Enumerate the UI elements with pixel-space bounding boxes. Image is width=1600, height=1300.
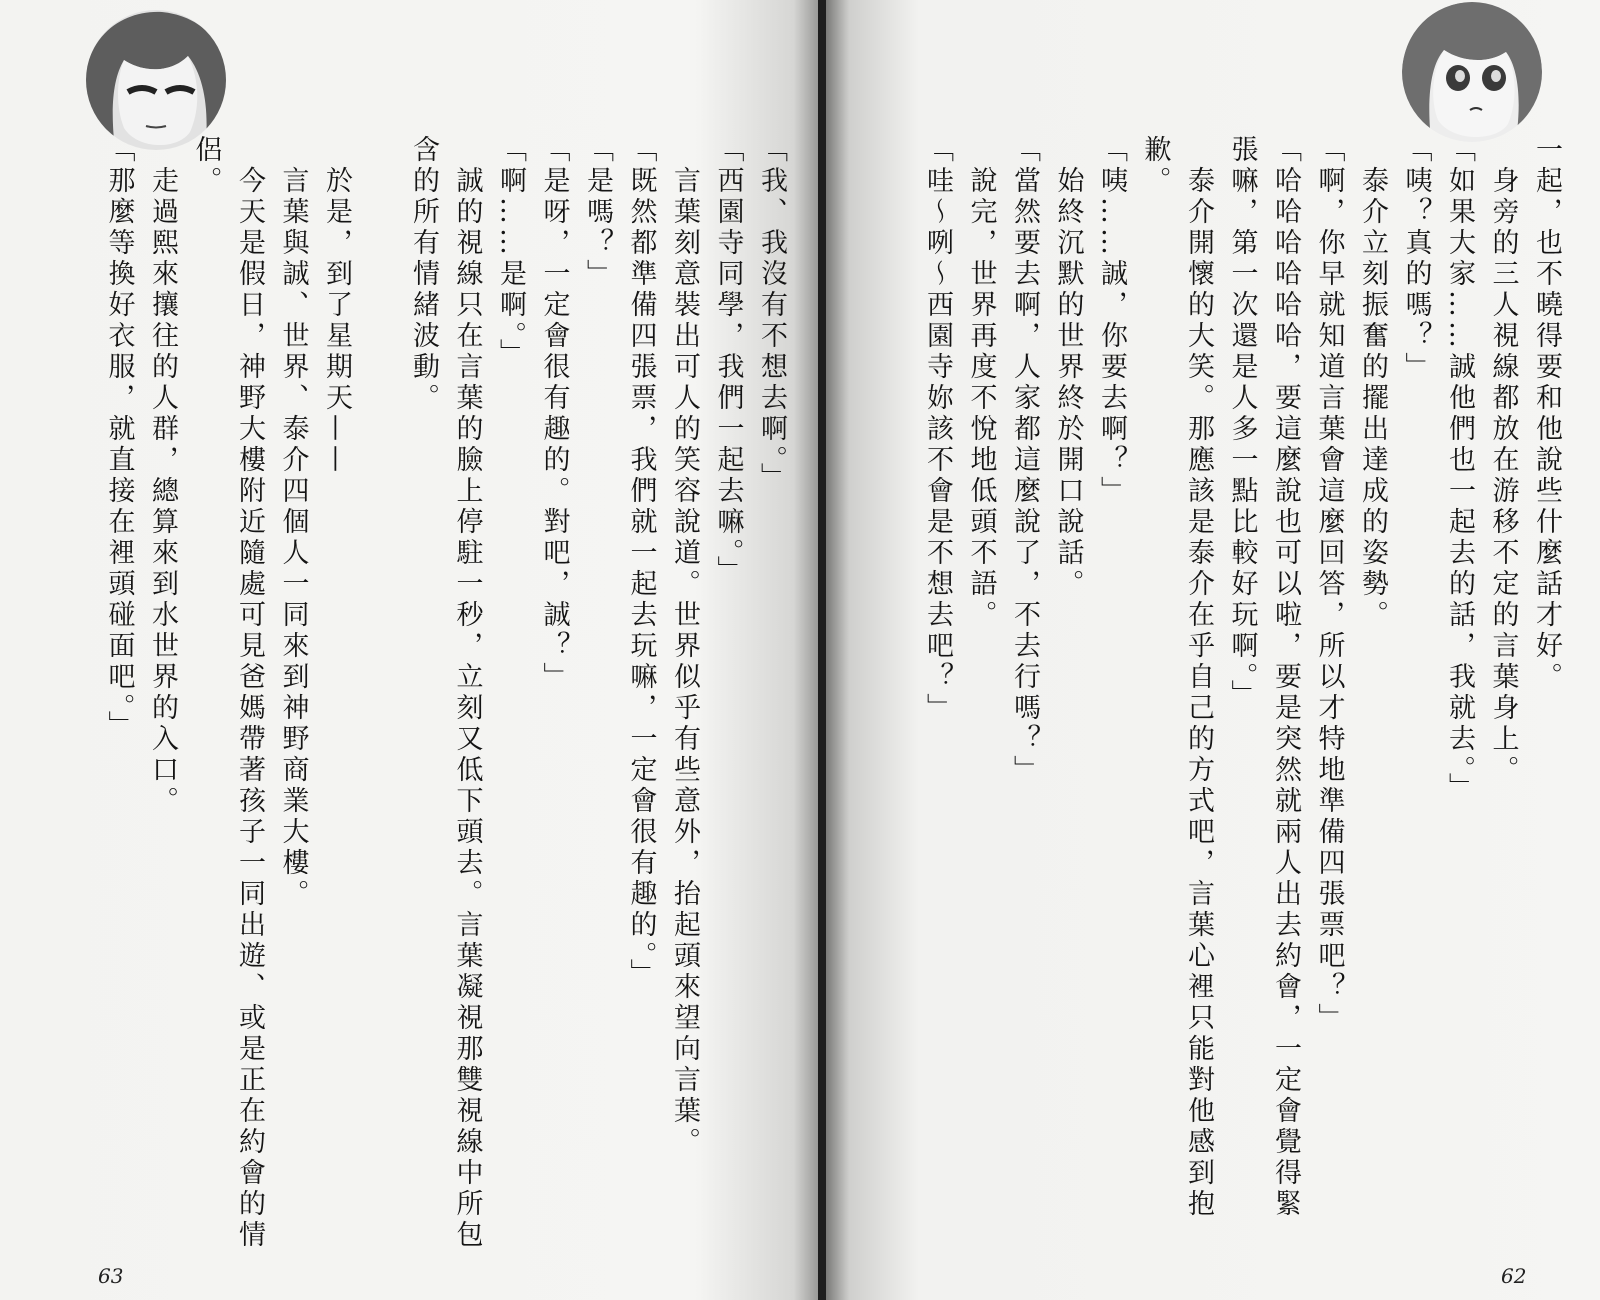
page-number-left: 63 [98,1264,124,1288]
text-line: 「如果大家……誠他們也一起去的話，我就去。」 [1444,135,1475,804]
text-line: 「哇～咧～西園寺妳該不會是不想去吧？」 [922,135,953,724]
left-page-text [97,135,793,1255]
text-line: 泰介開懷的大笑。那應該是泰介在乎自己的方式吧，言葉心裡只能對他感到抱 [1183,135,1214,1220]
text-line: 張嘛，第一次還是人多一點比較好玩啊。」 [1226,135,1258,711]
text-line: 「哈哈哈哈哈哈，要這麼說也可以啦，要是突然就兩人出去約會，一定會覺得緊 [1270,135,1301,1220]
text-line: 侶。 [190,135,222,197]
text-line: 「當然要去啊，人家都這麼說了，不去行嗎？」 [1009,135,1040,786]
text-line: 說完，世界再度不悅地低頭不語。 [965,135,997,631]
text-line: 於是，到了星期天—— [321,135,352,476]
text-line: 「咦……誠，你要去啊？」 [1096,135,1127,507]
text-line: 始終沉默的世界終於開口說話。 [1052,135,1084,600]
text-line: 言葉刻意裝出可人的笑容說道。世界似乎有些意外，抬起頭來望向言葉。 [669,135,700,1158]
text-line: 誠的視線只在言葉的臉上停駐一秒，立刻又低下頭去。言葉凝視那雙視線中所包 [451,135,483,1251]
text-line: 言葉與誠、世界、泰介四個人一同來到神野商業大樓。 [277,135,309,910]
text-line: 今天是假日，神野大樓附近隨處可見爸媽帶著孩子一同出遊、或是正在約會的情 [234,135,265,1251]
text-line: 身旁的三人視線都放在游移不定的言葉身上。 [1487,135,1519,786]
text-line: 「啊，你早就知道言葉會這麼回答，所以才特地準備四張票吧？」 [1313,135,1345,1034]
page-number-right: 62 [1501,1264,1527,1288]
text-line: 「咦？真的嗎？」 [1400,135,1432,383]
right-page-text [916,135,1569,1255]
text-line: 歉。 [1139,135,1171,197]
text-line: 泰介立刻振奮的擺出達成的姿勢。 [1357,135,1388,631]
text-line [358,135,402,1255]
character-portrait-right [1396,0,1548,150]
text-line: 「那麼等換好衣服，就直接在裡頭碰面吧。」 [103,135,135,742]
book-gutter [818,0,826,1300]
text-line: 「既然都準備四張票，我們就一起去玩嘛，一定會很有趣的。」 [625,135,657,990]
text-line: 含的所有情緒波動。 [408,135,439,414]
right-page [826,0,1600,1300]
text-line: 「啊……是啊。」 [495,135,526,370]
text-line: 走過熙來攘往的人群，總算來到水世界的入口。 [147,135,178,817]
text-line: 「我、我沒有不想去啊。」 [756,135,787,494]
text-line: 「西園寺同學，我們一起去嘛。」 [712,135,744,587]
text-line: 「是呀，一定會很有趣的。對吧，誠？」 [538,135,570,693]
text-line: 「是嗎？」 [582,135,613,290]
text-line: 一起，也不曉得要和他說些什麼話才好。 [1531,135,1562,693]
